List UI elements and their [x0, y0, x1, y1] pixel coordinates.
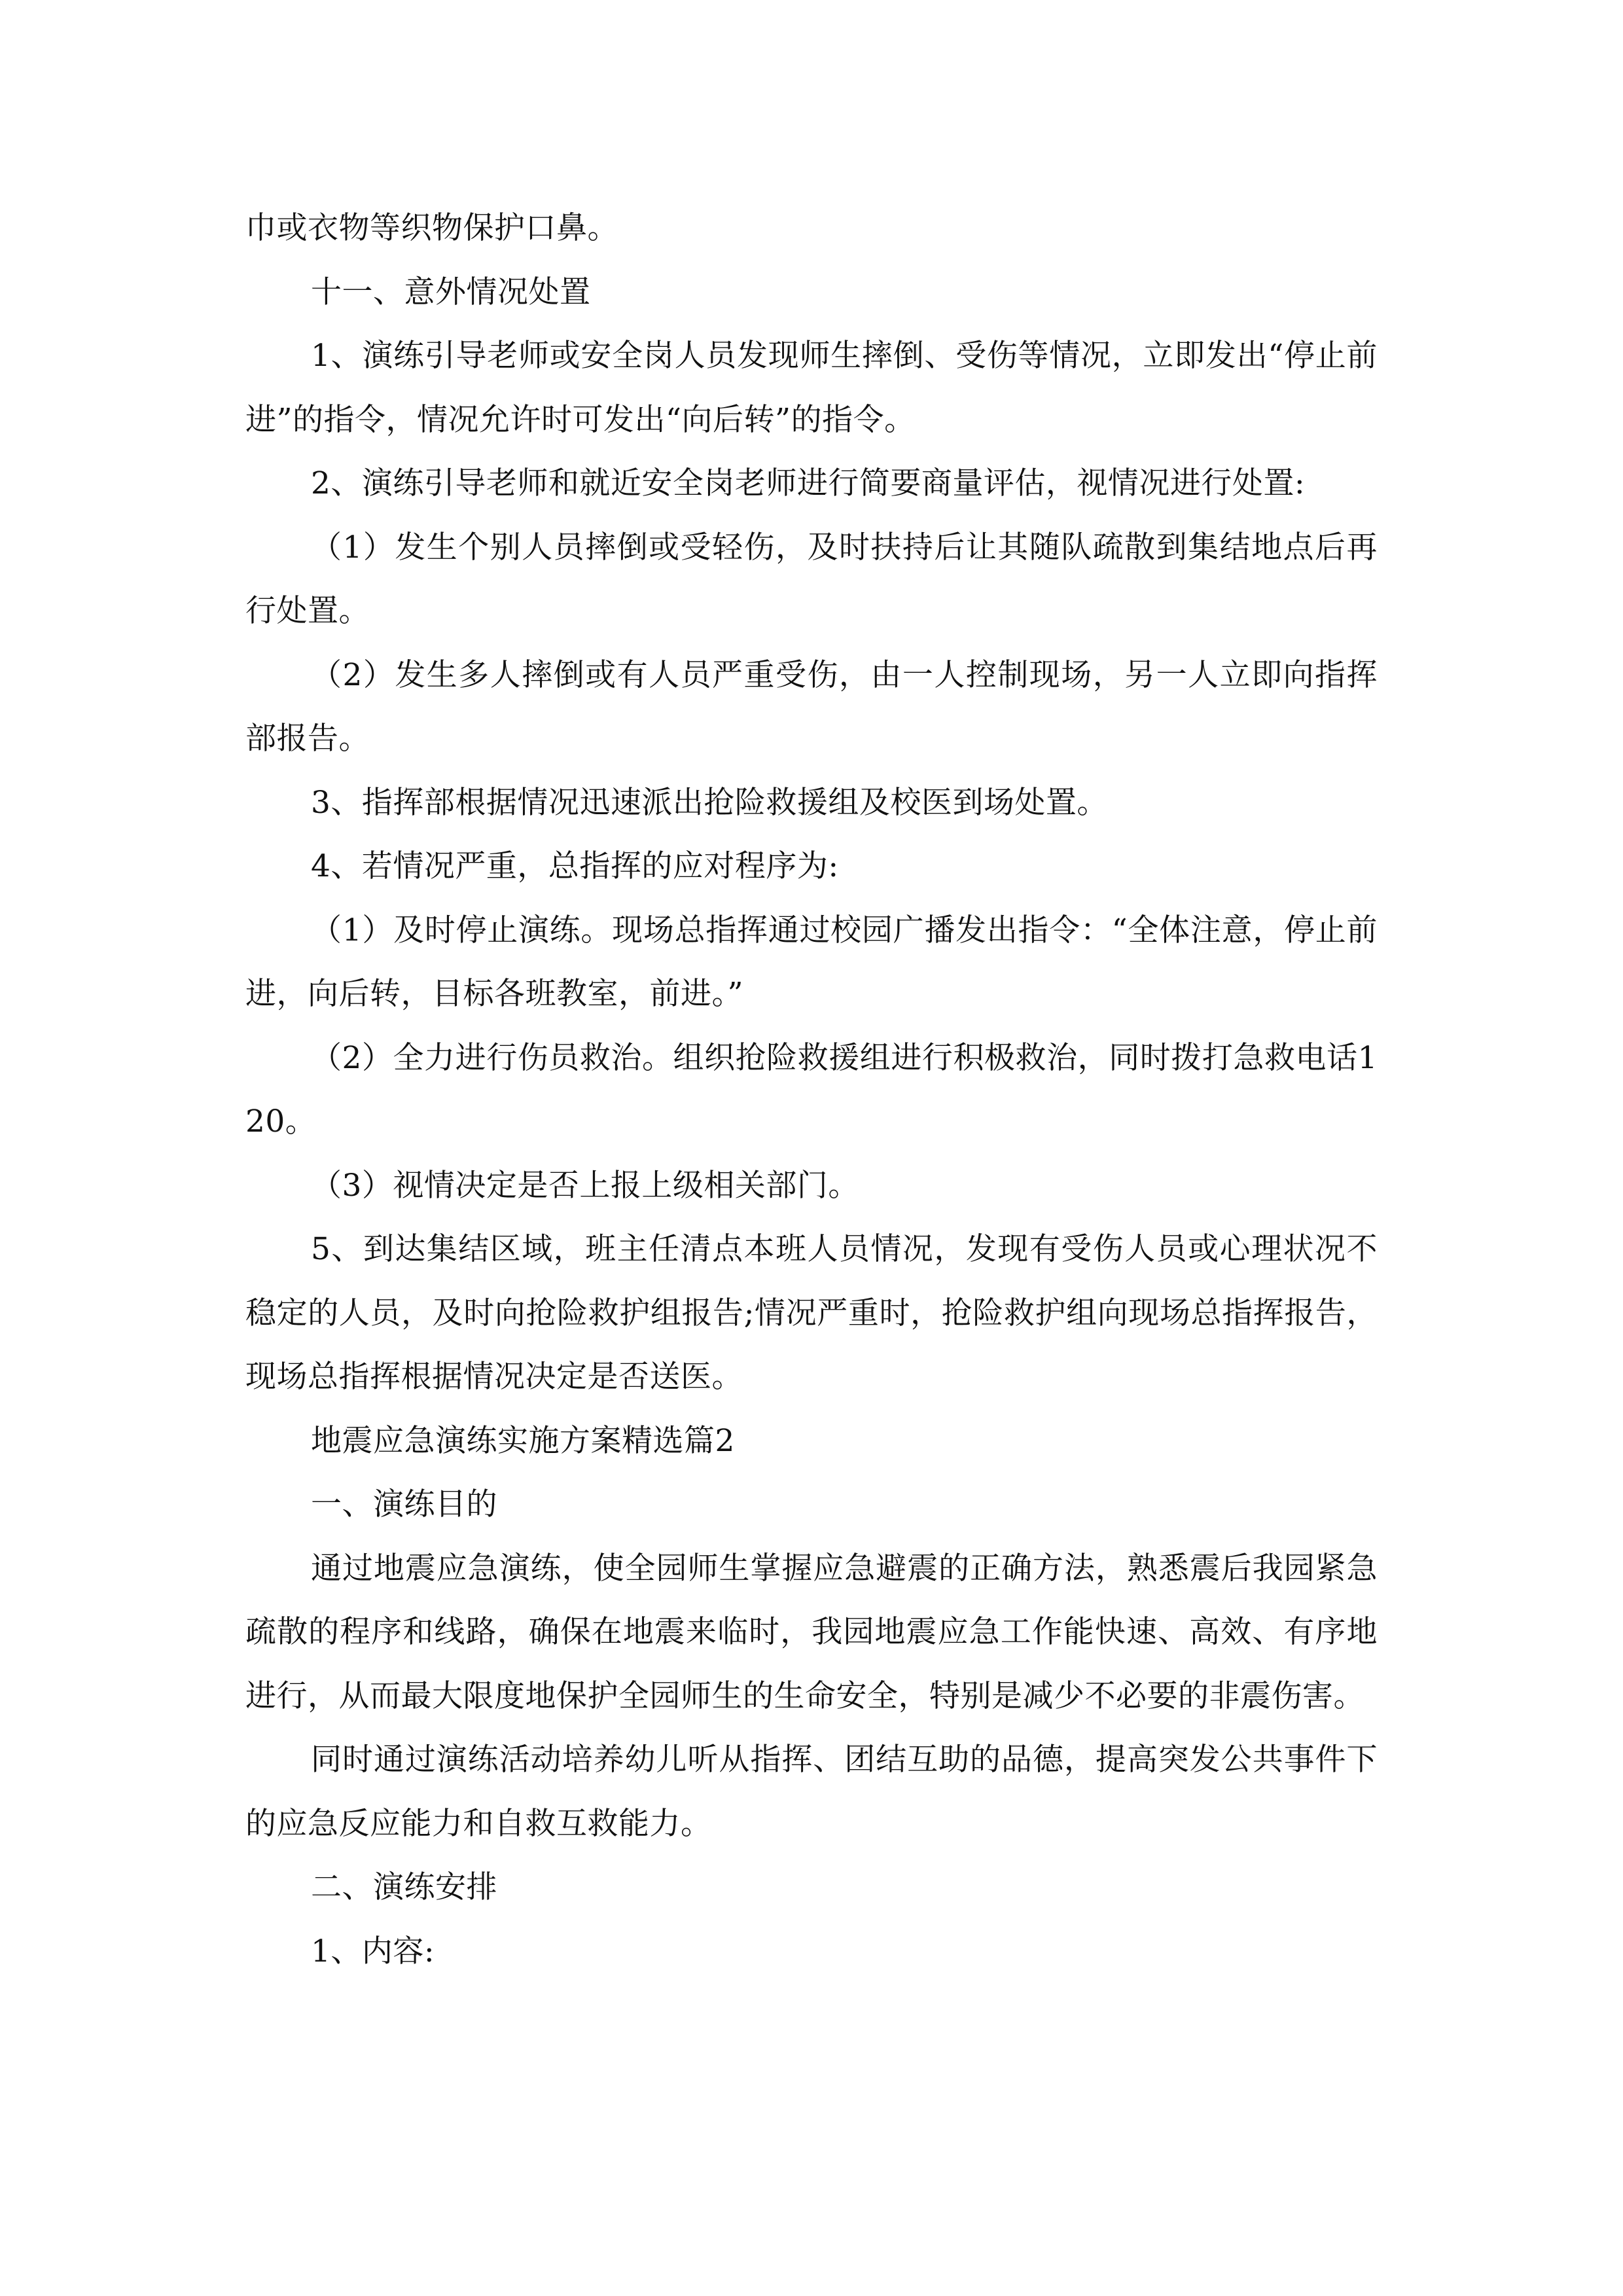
paragraph-subitem-4-3: （3）视情决定是否上报上级相关部门。 — [311, 1167, 859, 1204]
paragraph-purpose-1: 通过地震应急演练，使全园师生掌握应急避震的正确方法，熟悉震后我园紧急疏散的程序和线路，确保在地震来临时，我园地震应急工作能快速、高效、有序地进行，从而最大限度地保护全园师生的生命安全，特别是减少不必要的非震伤害。 — [245, 1550, 1378, 1714]
paragraph-item-2: 2、演练引导老师和就近安全岗老师进行简要商量评估，视情况进行处置: — [311, 465, 1306, 501]
paragraph-subitem-4-2: （2）全力进行伤员救治。组织抢险救援组进行积极救治，同时拨打急救电话120。 — [245, 1039, 1378, 1139]
paragraph-content-label: 1、内容: — [311, 1933, 435, 1969]
paragraph-item-3: 3、指挥部根据情况迅速派出抢险救援组及校医到场处置。 — [311, 784, 1108, 821]
paragraph-purpose-2: 同时通过演练活动培养幼儿听从指挥、团结互助的品德，提高突发公共事件下的应急反应能力和自救互救能力。 — [245, 1742, 1378, 1842]
paragraph-subitem-2-2: （2）发生多人摔倒或有人员严重受伤，由一人控制现场，另一人立即向指挥部报告。 — [245, 656, 1378, 757]
document-body — [245, 196, 1378, 1983]
article-title-part-2: 地震应急演练实施方案精选篇2 — [311, 1422, 735, 1459]
paragraph-subitem-4-1: （1）及时停止演练。现场总指挥通过校园广播发出指令：“全体注意，停止前进，向后转，目标各班教室，前进。” — [245, 912, 1378, 1012]
section-heading-eleven: 十一、意外情况处置 — [311, 274, 591, 310]
section-heading-arrangement: 二、演练安排 — [311, 1869, 497, 1905]
paragraph-subitem-2-1: （1）发生个别人员摔倒或受轻伤，及时扶持后让其随队疏散到集结地点后再行处置。 — [245, 529, 1378, 629]
paragraph-item-5: 5、到达集结区域，班主任清点本班人员情况，发现有受伤人员或心理状况不稳定的人员，及时向抢险救护组报告;情况严重时，抢险救护组向现场总指挥报告，现场总指挥根据情况决定是否送医。 — [245, 1231, 1378, 1395]
paragraph-item-4: 4、若情况严重，总指挥的应对程序为: — [311, 848, 839, 884]
paragraph-continuation: 巾或衣物等织物保护口鼻。 — [245, 210, 618, 246]
paragraph-item-1: 1、演练引导老师或安全岗人员发现师生摔倒、受伤等情况，立即发出“停止前进”的指令，情况允许时可发出“向后转”的指令。 — [245, 338, 1378, 438]
section-heading-purpose: 一、演练目的 — [311, 1486, 497, 1522]
